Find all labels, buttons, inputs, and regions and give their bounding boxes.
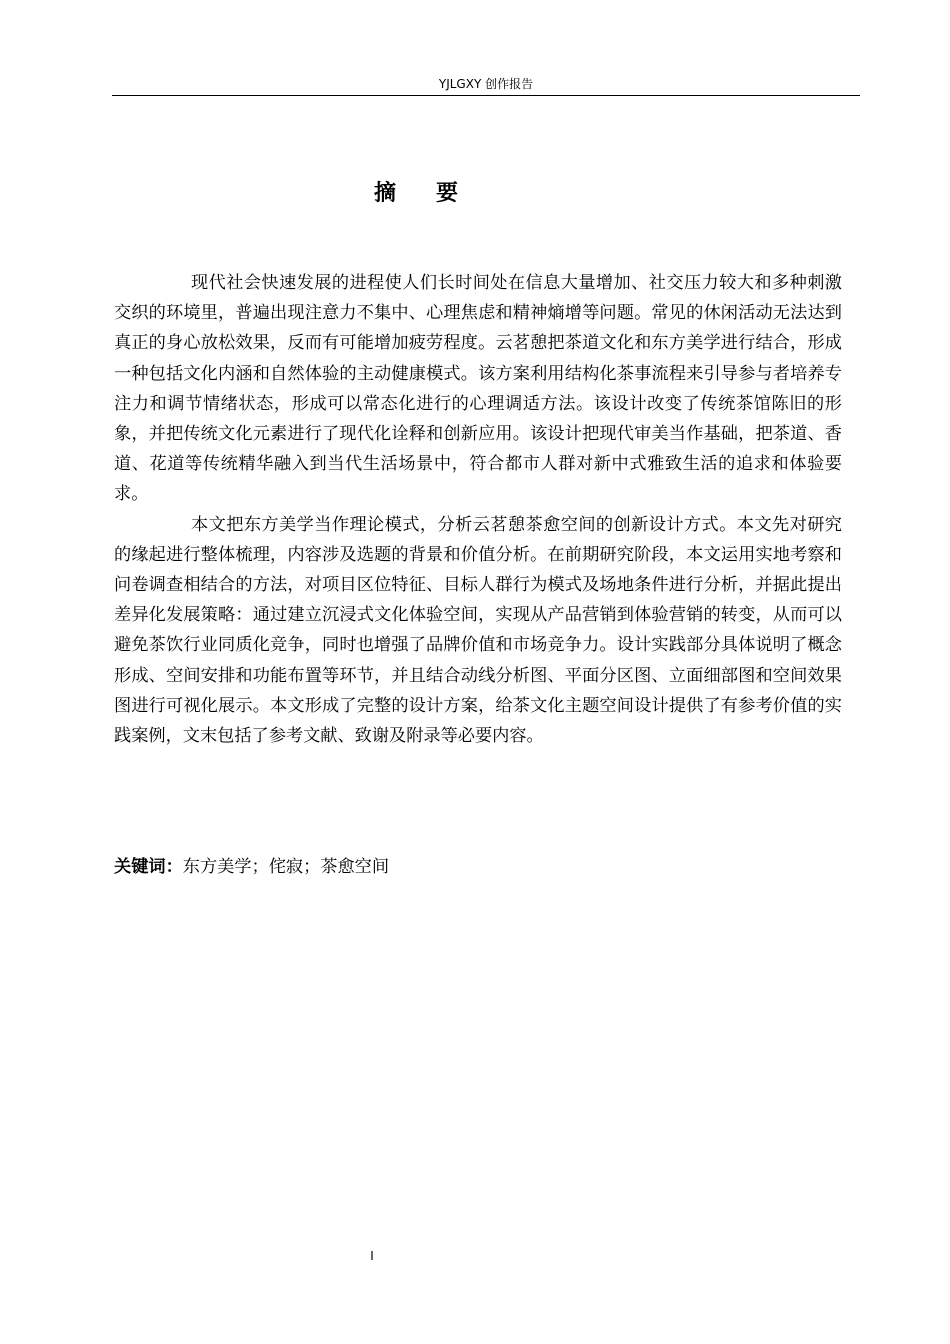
abstract-paragraph-2: 本文把东方美学当作理论模式，分析云茗憩茶愈空间的创新设计方式。本文先对研究的缘起进行整体梳理，内容涉及选题的背景和价值分析。在前期研究阶段，本文运用实地考察和问卷调查相结合的方法，对项目区位特征、目标人群行为模式及场地条件进行分析，并据此提出差异化发展策略：通过建立沉浸式文化体验空间，实现从产品营销到体验营销的转变，从而可以避免茶饮行业同质化竞争，同时也增强了品牌价值和市场竞争力。设计实践部分具体说明了概念形成、空间安排和功能布置等环节，并且结合动线分析图、平面分区图、立面细部图和空间效果图进行可视化展示。本文形成了完整的设计方案，给茶文化主题空间设计提供了有参考价值的实践案例，文末包括了参考文献、致谢及附录等必要内容。 (114, 514, 842, 747)
running-header: YJLGXY 创作报告 (438, 77, 534, 91)
page-number: I (370, 1249, 374, 1263)
page-title: 摘要 (373, 181, 498, 206)
abstract-body (114, 268, 842, 751)
keywords-value: 东方美学；侘寂；茶愈空间 (182, 857, 390, 877)
keywords-label: 关键词： (114, 857, 183, 877)
abstract-paragraph-1: 现代社会快速发展的进程使人们长时间处在信息大量增加、社交压力较大和多种刺激交织的环境里，普遍出现注意力不集中、心理焦虑和精神熵增等问题。常见的休闲活动无法达到真正的身心放松效果，反而有可能增加疲劳程度。云茗憩把茶道文化和东方美学进行结合，形成一种包括文化内涵和自然体验的主动健康模式。该方案利用结构化茶事流程来引导参与者培养专注力和调节情绪状态，形成可以常态化进行的心理调适方法。该设计改变了传统茶馆陈旧的形象，并把传统文化元素进行了现代化诠释和创新应用。该设计把现代审美当作基础，把茶道、香道、花道等传统精华融入到当代生活场景中，符合都市人群对新中式雅致生活的追求和体验要求。 (114, 273, 842, 505)
keywords-line (114, 852, 842, 882)
header-divider (112, 95, 860, 96)
